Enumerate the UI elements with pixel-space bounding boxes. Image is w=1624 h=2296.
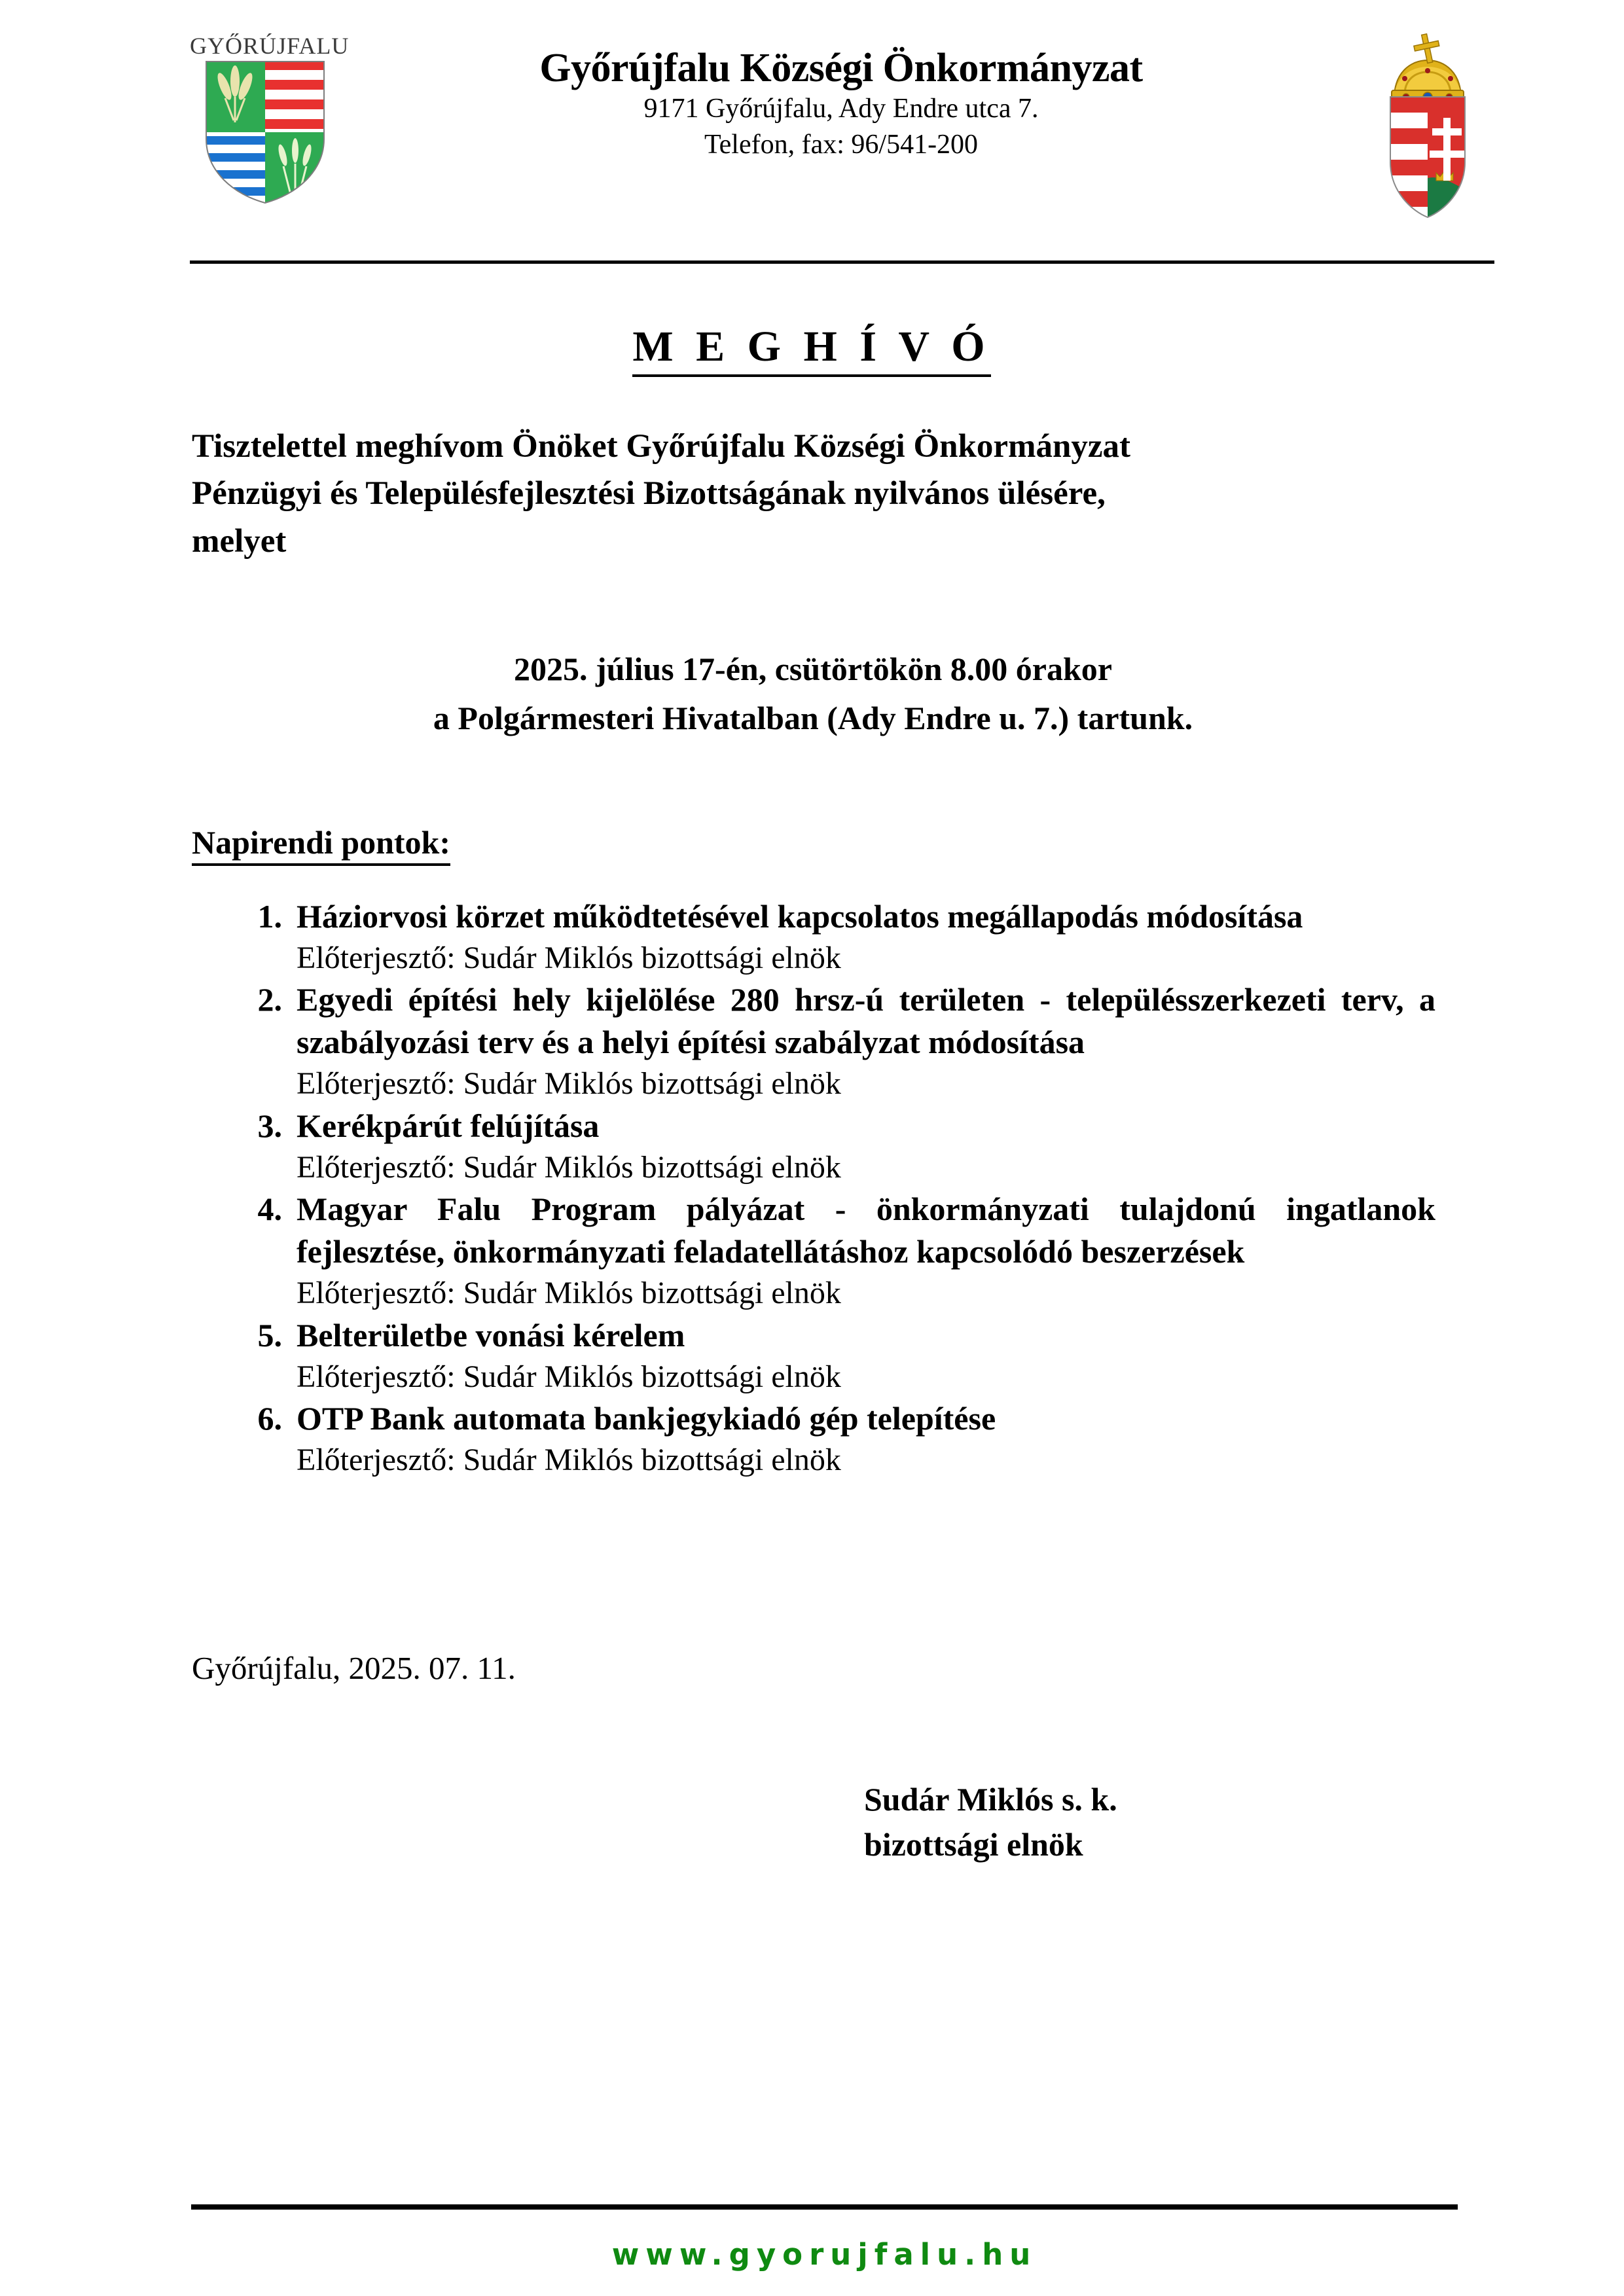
agenda-item (192, 978, 1435, 1104)
meeting-details (192, 645, 1434, 743)
gyorujfalu-crest-label: GYŐRÚJFALU (190, 33, 350, 59)
organization-phone: Telefon, fax: 96/541-200 (704, 130, 979, 160)
agenda-item-presenter: Előterjesztő: Sudár Miklós bizottsági elnök (297, 1149, 841, 1185)
letterhead (190, 26, 1492, 236)
agenda-item (192, 1105, 1435, 1188)
signing-place-date: Győrújfalu, 2025. 07. 11. (192, 1650, 516, 1686)
agenda-item-presenter: Előterjesztő: Sudár Miklós bizottsági elnök (297, 1276, 841, 1311)
invitation-intro (192, 423, 1434, 565)
intro-line-1: Tisztelettel meghívom Önöket Győrújfalu Községi Önkormányzat (192, 428, 1130, 465)
organization-address: 9171 Győrújfalu, Ady Endre utca 7. (643, 94, 1039, 124)
agenda-item-number: 2. (257, 981, 282, 1018)
website-url[interactable]: www.gyorujfalu.hu (611, 2237, 1038, 2272)
page-title-text: M E G H Í V Ó (632, 323, 990, 377)
header-divider (190, 260, 1494, 264)
footer-divider (191, 2204, 1458, 2210)
agenda-item-title: Magyar Falu Program pályázat - önkormányzati tulajdonú ingatlanok fejlesztése, önkormányzati feladatellátáshoz kapcsolódó beszerzések (297, 1191, 1435, 1270)
agenda-item-title: Kerékpárút felújítása (297, 1107, 600, 1144)
organization-name: Győrújfalu Községi Önkormányzat (539, 46, 1143, 90)
agenda-list (192, 895, 1435, 1480)
agenda-item-number: 3. (257, 1107, 282, 1144)
intro-line-2: Pénzügyi és Településfejlesztési Bizottságának nyilvános ülésére, (192, 475, 1106, 512)
agenda-item-title: Háziorvosi körzet működtetésével kapcsolatos megállapodás módosítása (297, 898, 1303, 935)
agenda-item-title: Egyedi építési hely kijelölése 280 hrsz-ú területen - településszerkezeti terv, a szabályozási terv és a helyi építési szabályzat módosítása (297, 981, 1435, 1061)
agenda-item-number: 4. (257, 1191, 282, 1228)
intro-line-3: melyet (192, 522, 287, 560)
agenda-heading-text: Napirendi pontok: (192, 824, 450, 866)
agenda-item-number: 5. (257, 1316, 282, 1354)
agenda-heading (192, 823, 450, 861)
gyorujfalu-coat-of-arms-block (190, 33, 350, 224)
meeting-datetime: 2025. július 17-én, csütörtökön 8.00 órakor (514, 651, 1112, 687)
meeting-location: a Polgármesteri Hivatalban (Ady Endre u. 7.) tartunk. (433, 700, 1193, 736)
agenda-item (192, 1397, 1435, 1480)
agenda-item (192, 1188, 1435, 1314)
hungary-coat-of-arms-icon (1365, 26, 1490, 223)
agenda-item-number: 6. (257, 1399, 282, 1437)
signature-name: Sudár Miklós s. k. (864, 1781, 1117, 1818)
agenda-item-presenter: Előterjesztő: Sudár Miklós bizottsági elnök (297, 1359, 841, 1394)
agenda-item (192, 895, 1435, 978)
gyorujfalu-coat-of-arms-icon (205, 60, 325, 204)
page-title (190, 324, 1434, 369)
signature-block (864, 1777, 1117, 1867)
agenda-item-title: Belterületbe vonási kérelem (297, 1316, 685, 1354)
agenda-item-number: 1. (257, 898, 282, 935)
agenda-item-presenter: Előterjesztő: Sudár Miklós bizottsági elnök (297, 1066, 841, 1102)
agenda-item (192, 1314, 1435, 1397)
agenda-item-presenter: Előterjesztő: Sudár Miklós bizottsági elnök (297, 1442, 841, 1477)
agenda-item-title: OTP Bank automata bankjegykiadó gép telepítése (297, 1399, 996, 1437)
signature-role: bizottsági elnök (864, 1826, 1083, 1863)
organization-block (386, 46, 1296, 163)
agenda-item-presenter: Előterjesztő: Sudár Miklós bizottsági elnök (297, 941, 841, 975)
